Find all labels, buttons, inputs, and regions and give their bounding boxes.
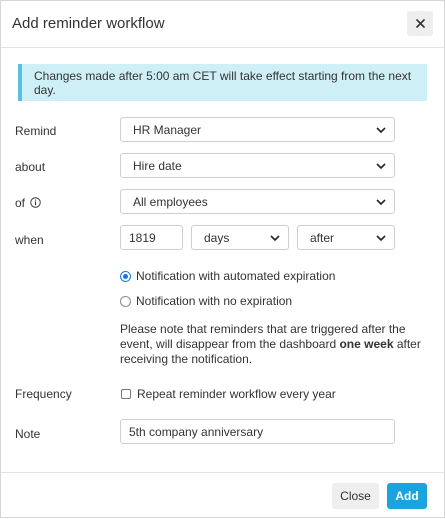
remind-select[interactable] [120, 117, 395, 142]
radio-label: Notification with automated expiration [136, 269, 336, 283]
when-amount-value: 1819 [129, 230, 156, 245]
when-unit-select[interactable] [191, 225, 289, 250]
dialog-header [1, 1, 445, 48]
remind-label: Remind [15, 124, 57, 138]
radio-label: Notification with no expiration [136, 294, 293, 308]
of-label-text: of [15, 196, 26, 210]
remind-select-value: HR Manager [133, 122, 202, 137]
close-glyph [416, 19, 425, 28]
note-part: Please note that reminders that are triggered after the event, will disappear from the dashboard [120, 322, 406, 351]
radio-button[interactable] [120, 296, 131, 307]
about-label: about [15, 160, 46, 174]
close-icon[interactable] [407, 11, 433, 36]
chevron-down-icon [376, 198, 386, 206]
when-amount-input[interactable] [120, 225, 183, 250]
chevron-down-icon [376, 126, 386, 134]
radio-button-checked[interactable] [120, 271, 131, 282]
repeat-yearly-label: Repeat reminder workflow every year [137, 387, 336, 401]
of-select-value: All employees [133, 194, 208, 209]
chevron-down-icon [270, 234, 280, 242]
expiration-note [120, 322, 432, 367]
radio-no-expiration[interactable] [120, 294, 292, 308]
add-button[interactable]: Add [387, 483, 427, 509]
dialog-title: Add reminder workflow [12, 15, 165, 32]
frequency-label: Frequency [15, 387, 72, 401]
note-label: Note [15, 427, 41, 441]
alert-message: Changes made after 5:00 am CET will take effect starting from the next day. [34, 68, 412, 97]
of-label [15, 196, 41, 210]
when-relation-value: after [310, 230, 335, 245]
note-part: after receiving the notification. [120, 337, 421, 366]
chevron-down-icon [376, 234, 386, 242]
info-icon[interactable] [30, 197, 41, 208]
of-select[interactable] [120, 189, 395, 214]
repeat-yearly-checkbox[interactable] [121, 389, 131, 399]
close-button[interactable]: Close [332, 483, 379, 509]
when-label: when [15, 233, 44, 247]
about-select[interactable] [120, 153, 395, 178]
chevron-down-icon [376, 162, 386, 170]
repeat-yearly-checkbox-row[interactable] [121, 387, 336, 401]
about-select-value: Hire date [133, 158, 182, 173]
note-input-value: 5th company anniversary [129, 424, 264, 439]
when-relation-select[interactable] [297, 225, 395, 250]
note-input[interactable] [120, 419, 395, 444]
info-alert [18, 64, 427, 101]
when-unit-value: days [204, 230, 230, 245]
radio-automated-expiration[interactable] [120, 269, 335, 283]
note-bold: one week [339, 337, 394, 351]
